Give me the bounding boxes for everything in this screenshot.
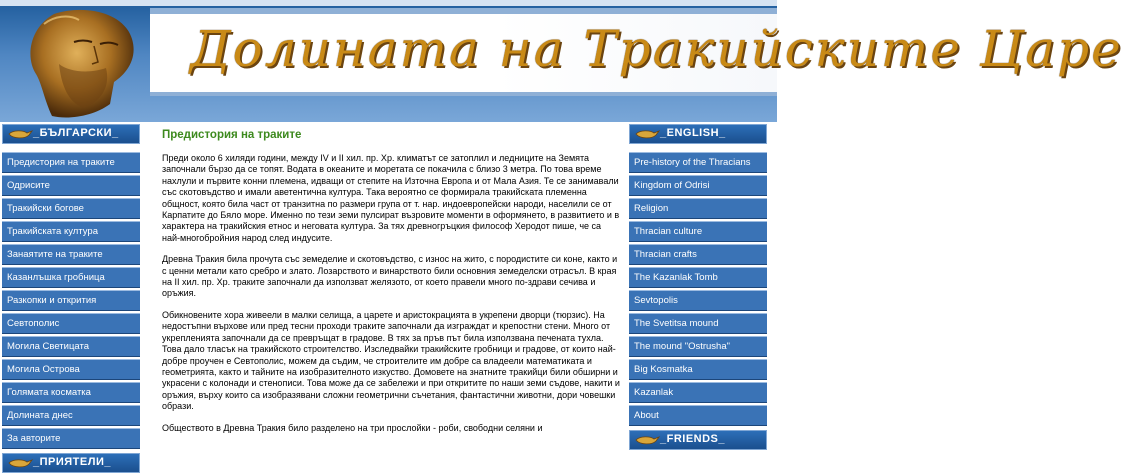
- thracian-bronze-head-image: [14, 4, 164, 122]
- menu-item-kazanlak[interactable]: Kazanlak: [629, 382, 767, 403]
- menu-item-odrisi[interactable]: Kingdom of Odrisi: [629, 175, 767, 196]
- right-navigation-panel: [629, 124, 767, 450]
- menu-item-sevtopolis-en[interactable]: Sevtopolis: [629, 290, 767, 311]
- menu-item-crafts[interactable]: Thracian crafts: [629, 244, 767, 265]
- paragraph: Древна Тракия била прочута със земеделие и скотовъдство, с износ на жито, с породистите си коне, както и с ценни метали като сребро и злато. Лозарството и винарството били основния земеделски отрасъл. В края на II хил. пр. Хр. траките започнали да използват желязото, от което правели много по-здрави сечива и оръжия.: [162, 254, 618, 299]
- menu-item-za-avtorite[interactable]: За авторите: [2, 428, 140, 449]
- menu-item-ostrusha-mound[interactable]: The mound "Ostrusha": [629, 336, 767, 357]
- menu-item-prehistory[interactable]: Pre-history of the Thracians: [629, 152, 767, 173]
- bulgarian-menu-title: _БЪЛГАРСКИ_: [33, 127, 119, 139]
- site-header: [0, 0, 1123, 122]
- menu-item-golyamata-kosmatka[interactable]: Голямата косматка: [2, 382, 140, 403]
- menu-item-zanayatite[interactable]: Занаятите на траките: [2, 244, 140, 265]
- friends-bg-title: _ПРИЯТЕЛИ_: [33, 456, 111, 468]
- site-title: Долината на Тракийските Царе: [190, 20, 1123, 78]
- oil-lamp-icon: [634, 128, 660, 140]
- left-navigation-panel: [2, 124, 140, 473]
- oil-lamp-icon: [7, 128, 33, 140]
- menu-item-trakiyskata-kultura[interactable]: Тракийската култура: [2, 221, 140, 242]
- menu-item-trakiyski-bogove[interactable]: Тракийски богове: [2, 198, 140, 219]
- header-band-border-bottom: [150, 92, 777, 96]
- menu-item-kazanlashka-grobnitsa[interactable]: Казанлъшка гробница: [2, 267, 140, 288]
- page-title: Предистория на траките: [162, 129, 302, 141]
- main-content: [160, 124, 620, 444]
- paragraph: Обикновените хора живеели в малки селища, а царете и аристокрацията в укрепени дворци (тюрзис). На недостъпни върхове или пред тесни проходи траките започнали да изграждат и крепостни стени. Много от укрепленията започнали да се превръщат в градове. В тях за пръв път била използвана печената тухла. Това дало тласък на тракийското строителство. Изследвайки тракийските гробници и градове, от които най-добре проучен е Севтополис, можем да съдим, че строителите им добре са владеели математиката и геометрията, както и тайните на изобразителното изкуство. Домовете на знатните тракийци били обширни и украсени с колонади и стенописи. Това може да се забележи и при откритите по наши земи съдове, накити и оръжия, върху които са изобразявани сложни геометрични съчетания, фантастични животни, дори човешки образи.: [162, 309, 620, 412]
- paragraph: Преди около 6 хиляди години, между IV и II хил. пр. Хр. климатът се затоплил и ледниците на Земята започнали бързо да се топят. Водата в океаните и моретата се покачила с близо 3 метра. По това време нахлули и първите конни племена, идващи от степите на Източна Европа и от Мала Азия. Те се занимавали със скотовъдство и имали аветентична култура. Така вероятно се формирала тракийската племенна общност, която била част от транзитна по размери група от т. нар. индоевропейски народи, населили се от Карпатите до Бяло море. Именно по тези земи пулсират възровите моменти в оформянето, в развитието и в характера на тракийския етнос и неговата култура. За тях древногръцкия философ Херодот пише, че са най-многобройния народ след индусите.: [162, 153, 620, 243]
- bulgarian-menu-header: [2, 124, 140, 144]
- menu-item-religion[interactable]: Religion: [629, 198, 767, 219]
- english-menu-title: _ENGLISH_: [660, 127, 726, 139]
- paragraph: Обществото в Древна Тракия било разделено на три прослойки - роби, свободни селяни и: [162, 422, 543, 433]
- menu-item-svetitsa-mound[interactable]: The Svetitsa mound: [629, 313, 767, 334]
- menu-item-about[interactable]: About: [629, 405, 767, 426]
- menu-item-predistoriya[interactable]: Предистория на траките: [2, 152, 140, 173]
- menu-item-culture[interactable]: Thracian culture: [629, 221, 767, 242]
- friends-en-header: [629, 430, 767, 450]
- bulgarian-menu-list: [2, 152, 140, 449]
- menu-item-svetitsata[interactable]: Могила Светицата: [2, 336, 140, 357]
- menu-item-kazanlak-tomb[interactable]: The Kazanlak Tomb: [629, 267, 767, 288]
- menu-item-big-kosmatka[interactable]: Big Kosmatka: [629, 359, 767, 380]
- menu-item-sevtopolis[interactable]: Севтополис: [2, 313, 140, 334]
- oil-lamp-icon: [634, 434, 660, 446]
- english-menu-list: [629, 152, 767, 426]
- menu-item-dolinata-dnes[interactable]: Долината днес: [2, 405, 140, 426]
- menu-item-odrisite[interactable]: Одрисите: [2, 175, 140, 196]
- menu-item-razkopki[interactable]: Разкопки и открития: [2, 290, 140, 311]
- friends-en-title: _FRIENDS_: [660, 433, 726, 445]
- oil-lamp-icon: [7, 457, 33, 469]
- friends-bg-header: [2, 453, 140, 473]
- english-menu-header: [629, 124, 767, 144]
- menu-item-ostrusha[interactable]: Могила Острова: [2, 359, 140, 380]
